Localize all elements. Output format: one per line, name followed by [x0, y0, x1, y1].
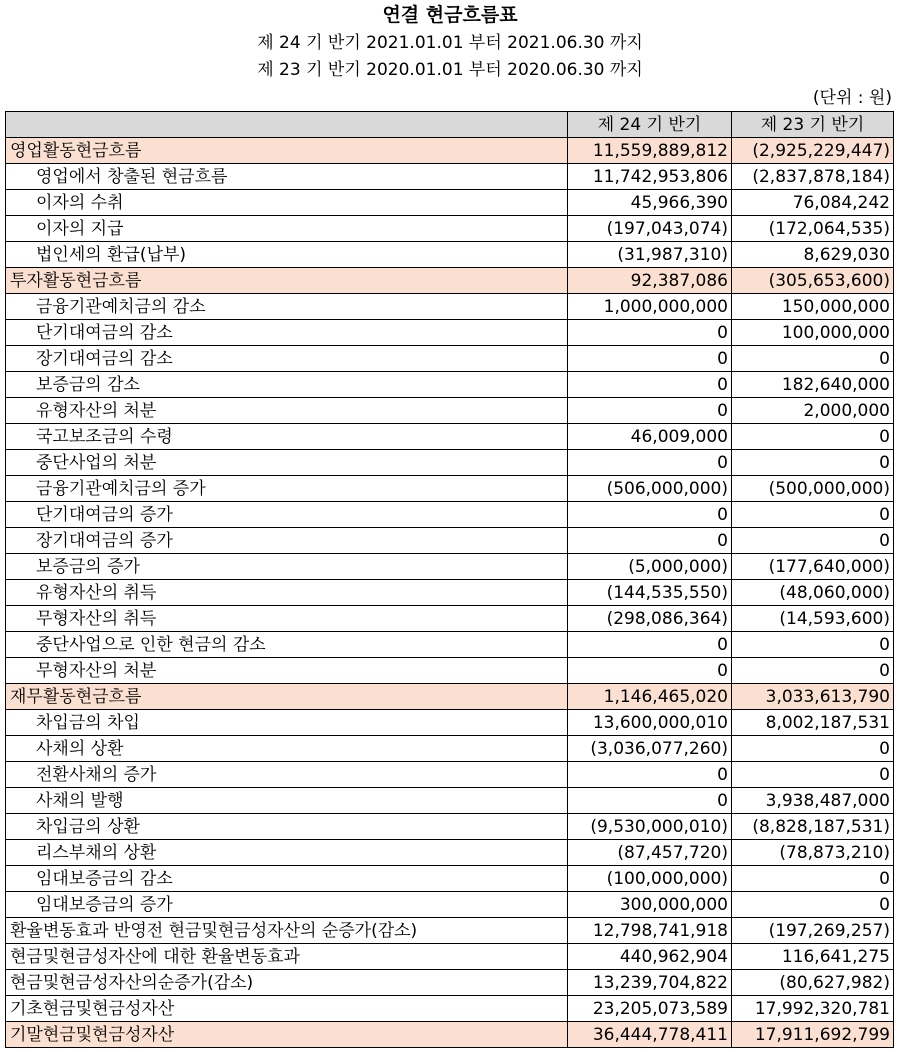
- row-label: 영업활동현금흐름: [6, 138, 568, 164]
- value-prior-period: 0: [732, 762, 894, 788]
- value-current-period: 46,009,000: [568, 424, 732, 450]
- value-prior-period: 3,938,487,000: [732, 788, 894, 814]
- value-prior-period: (2,837,878,184): [732, 164, 894, 190]
- table-row: [6, 372, 894, 398]
- row-label: 금융기관예치금의 증가: [6, 476, 568, 502]
- table-row: [6, 996, 894, 1022]
- table-row: [6, 788, 894, 814]
- table-row: [6, 190, 894, 216]
- value-prior-period: 8,002,187,531: [732, 710, 894, 736]
- value-prior-period: (78,873,210): [732, 840, 894, 866]
- row-label: 전환사채의 증가: [6, 762, 568, 788]
- row-label: 사채의 상환: [6, 736, 568, 762]
- table-row: [6, 892, 894, 918]
- value-current-period: 0: [568, 528, 732, 554]
- value-current-period: 12,798,741,918: [568, 918, 732, 944]
- row-label: 이자의 지급: [6, 216, 568, 242]
- table-row: [6, 424, 894, 450]
- table-row: [6, 970, 894, 996]
- value-current-period: 23,205,073,589: [568, 996, 732, 1022]
- table-row: [6, 632, 894, 658]
- table-row: [6, 736, 894, 762]
- value-current-period: 13,239,704,822: [568, 970, 732, 996]
- table-row: [6, 528, 894, 554]
- row-label: 무형자산의 처분: [6, 658, 568, 684]
- value-current-period: (5,000,000): [568, 554, 732, 580]
- table-row: [6, 164, 894, 190]
- row-label: 보증금의 감소: [6, 372, 568, 398]
- value-current-period: 1,146,465,020: [568, 684, 732, 710]
- period-prior: 제 23 기 반기 2020.01.01 부터 2020.06.30 까지: [257, 60, 643, 80]
- value-prior-period: 17,911,692,799: [732, 1022, 894, 1048]
- value-prior-period: 0: [732, 528, 894, 554]
- value-prior-period: (500,000,000): [732, 476, 894, 502]
- value-current-period: 92,387,086: [568, 268, 732, 294]
- row-label: 투자활동현금흐름: [6, 268, 568, 294]
- section-row: [6, 138, 894, 164]
- value-current-period: (31,987,310): [568, 242, 732, 268]
- value-current-period: 36,444,778,411: [568, 1022, 732, 1048]
- row-label: 임대보증금의 감소: [6, 866, 568, 892]
- value-current-period: (144,535,550): [568, 580, 732, 606]
- table-row: [6, 294, 894, 320]
- row-label: 영업에서 창출된 현금흐름: [6, 164, 568, 190]
- value-prior-period: 100,000,000: [732, 320, 894, 346]
- table-row: [6, 918, 894, 944]
- value-prior-period: 0: [732, 632, 894, 658]
- row-label: 단기대여금의 감소: [6, 320, 568, 346]
- cash-flow-table: [5, 111, 894, 1048]
- row-label: 중단사업의 처분: [6, 450, 568, 476]
- value-prior-period: 3,033,613,790: [732, 684, 894, 710]
- value-prior-period: (48,060,000): [732, 580, 894, 606]
- value-prior-period: 116,641,275: [732, 944, 894, 970]
- value-current-period: (9,530,000,010): [568, 814, 732, 840]
- section-row: [6, 684, 894, 710]
- value-current-period: (100,000,000): [568, 866, 732, 892]
- value-prior-period: (197,269,257): [732, 918, 894, 944]
- table-row: [6, 840, 894, 866]
- value-current-period: (3,036,077,260): [568, 736, 732, 762]
- value-prior-period: (14,593,600): [732, 606, 894, 632]
- table-row: [6, 346, 894, 372]
- row-label: 무형자산의 취득: [6, 606, 568, 632]
- row-label: 임대보증금의 증가: [6, 892, 568, 918]
- row-label: 현금및현금성자산에 대한 환율변동효과: [6, 944, 568, 970]
- row-label: 장기대여금의 증가: [6, 528, 568, 554]
- value-current-period: 440,962,904: [568, 944, 732, 970]
- row-label: 현금및현금성자산의순증가(감소): [6, 970, 568, 996]
- value-current-period: 0: [568, 398, 732, 424]
- row-label: 기말현금및현금성자산: [6, 1022, 568, 1048]
- row-label: 금융기관예치금의 감소: [6, 294, 568, 320]
- table-row: [6, 502, 894, 528]
- value-prior-period: 0: [732, 866, 894, 892]
- value-current-period: 0: [568, 346, 732, 372]
- value-current-period: 13,600,000,010: [568, 710, 732, 736]
- value-prior-period: 0: [732, 424, 894, 450]
- value-current-period: 11,559,889,812: [568, 138, 732, 164]
- value-prior-period: 0: [732, 450, 894, 476]
- period-current: 제 24 기 반기 2021.01.01 부터 2021.06.30 까지: [257, 33, 643, 53]
- table-row: [6, 216, 894, 242]
- value-current-period: (506,000,000): [568, 476, 732, 502]
- table-row: [6, 580, 894, 606]
- value-current-period: (298,086,364): [568, 606, 732, 632]
- value-current-period: 0: [568, 450, 732, 476]
- value-current-period: 0: [568, 502, 732, 528]
- header-prior-period: 제 23 기 반기: [732, 112, 894, 138]
- row-label: 보증금의 증가: [6, 554, 568, 580]
- section-row: [6, 268, 894, 294]
- table-row: [6, 554, 894, 580]
- row-label: 법인세의 환급(납부): [6, 242, 568, 268]
- statement-title: 연결 현금흐름표: [382, 4, 518, 26]
- value-prior-period: 2,000,000: [732, 398, 894, 424]
- table-row: [6, 814, 894, 840]
- row-label: 단기대여금의 증가: [6, 502, 568, 528]
- row-label: 리스부채의 상환: [6, 840, 568, 866]
- unit-label: (단위 : 원): [812, 88, 892, 108]
- value-current-period: 0: [568, 320, 732, 346]
- value-prior-period: 0: [732, 892, 894, 918]
- value-current-period: 0: [568, 788, 732, 814]
- row-label: 재무활동현금흐름: [6, 684, 568, 710]
- value-prior-period: 0: [732, 736, 894, 762]
- value-prior-period: 17,992,320,781: [732, 996, 894, 1022]
- table-header-row: [6, 112, 894, 138]
- row-label: 환율변동효과 반영전 현금및현금성자산의 순증가(감소): [6, 918, 568, 944]
- value-prior-period: 76,084,242: [732, 190, 894, 216]
- value-current-period: 300,000,000: [568, 892, 732, 918]
- value-current-period: 1,000,000,000: [568, 294, 732, 320]
- row-label: 기초현금및현금성자산: [6, 996, 568, 1022]
- row-label: 사채의 발행: [6, 788, 568, 814]
- header-current-period: 제 24 기 반기: [568, 112, 732, 138]
- table-row: [6, 710, 894, 736]
- row-label: 차입금의 상환: [6, 814, 568, 840]
- value-prior-period: (80,627,982): [732, 970, 894, 996]
- value-prior-period: (177,640,000): [732, 554, 894, 580]
- value-prior-period: 8,629,030: [732, 242, 894, 268]
- table-row: [6, 398, 894, 424]
- header-label-cell: [6, 112, 568, 138]
- value-current-period: 0: [568, 372, 732, 398]
- value-current-period: 0: [568, 632, 732, 658]
- value-prior-period: 0: [732, 346, 894, 372]
- table-row: [6, 606, 894, 632]
- row-label: 장기대여금의 감소: [6, 346, 568, 372]
- value-prior-period: 150,000,000: [732, 294, 894, 320]
- table-row: [6, 476, 894, 502]
- value-prior-period: 0: [732, 502, 894, 528]
- ending-balance-row: [6, 1022, 894, 1048]
- row-label: 중단사업으로 인한 현금의 감소: [6, 632, 568, 658]
- value-current-period: 11,742,953,806: [568, 164, 732, 190]
- value-current-period: 0: [568, 658, 732, 684]
- value-prior-period: (172,064,535): [732, 216, 894, 242]
- table-body: [6, 138, 894, 1048]
- row-label: 국고보조금의 수령: [6, 424, 568, 450]
- table-row: [6, 242, 894, 268]
- value-prior-period: (2,925,229,447): [732, 138, 894, 164]
- table-row: [6, 762, 894, 788]
- row-label: 유형자산의 취득: [6, 580, 568, 606]
- value-current-period: (87,457,720): [568, 840, 732, 866]
- table-row: [6, 320, 894, 346]
- table-row: [6, 944, 894, 970]
- table-row: [6, 658, 894, 684]
- row-label: 유형자산의 처분: [6, 398, 568, 424]
- value-prior-period: (305,653,600): [732, 268, 894, 294]
- value-prior-period: (8,828,187,531): [732, 814, 894, 840]
- value-current-period: (197,043,074): [568, 216, 732, 242]
- value-prior-period: 182,640,000: [732, 372, 894, 398]
- row-label: 이자의 수취: [6, 190, 568, 216]
- table-row: [6, 866, 894, 892]
- value-current-period: 0: [568, 762, 732, 788]
- value-prior-period: 0: [732, 658, 894, 684]
- table-row: [6, 450, 894, 476]
- value-current-period: 45,966,390: [568, 190, 732, 216]
- row-label: 차입금의 차입: [6, 710, 568, 736]
